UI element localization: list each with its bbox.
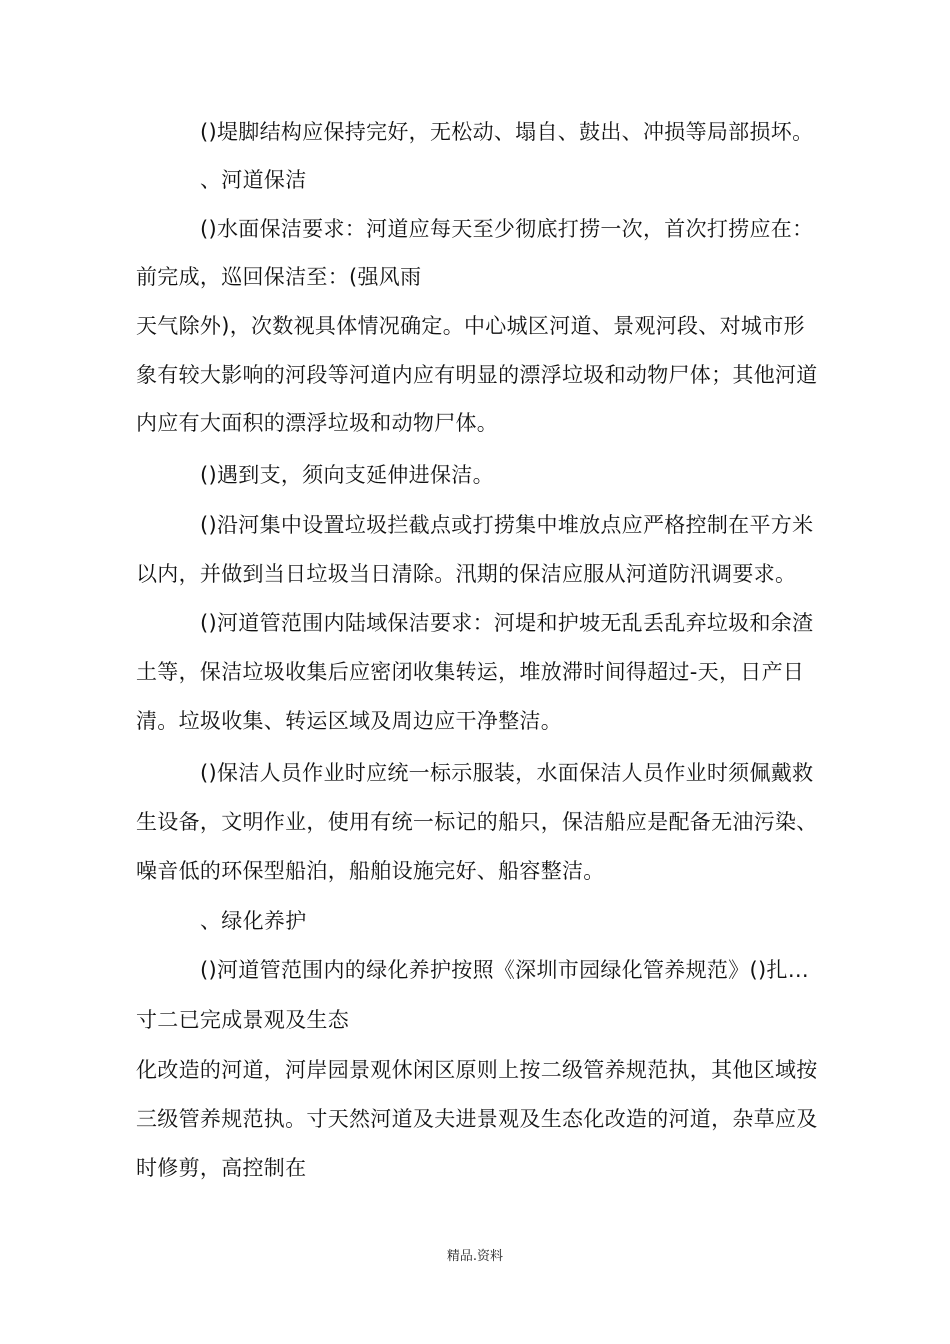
paragraph-line: ()河道管范围内的绿化养护按照《深圳市园绿化管养规范》()扎… xyxy=(200,958,810,982)
paragraph-line: 寸二已完成景观及生态 xyxy=(136,1008,349,1032)
paragraph-line: ()保洁人员作业时应统一标示服装，水面保洁人员作业时须佩戴救 xyxy=(200,761,814,785)
paragraph-line: 噪音低的环保型船泊，船舶设施完好、船容整洁。 xyxy=(136,859,605,883)
section-heading: 、河道保洁 xyxy=(200,168,307,192)
paragraph-line: ()水面保洁要求：河道应每天至少彻底打捞一次，首次打捞应在： xyxy=(200,217,814,241)
paragraph-line: 内应有大面积的漂浮垃圾和动物尸体。 xyxy=(136,411,499,435)
paragraph-line: 象有较大影响的河段等河道内应有明显的漂浮垃圾和动物尸体；其他河道 xyxy=(136,363,818,387)
paragraph-line: 化改造的河道，河岸园景观休闲区原则上按二级管养规范执，其他区域按 xyxy=(136,1058,818,1082)
paragraph-line: ()河道管范围内陆域保洁要求：河堤和护坡无乱丢乱弃垃圾和余渣 xyxy=(200,611,814,635)
paragraph-line: 时修剪，高控制在 xyxy=(136,1156,307,1180)
paragraph-line: 以内，并做到当日垃圾当日清除。汛期的保洁应服从河道防汛调要求。 xyxy=(136,562,797,586)
page-footer: 精品.资料 xyxy=(446,1249,504,1264)
paragraph-line: 生设备，文明作业，使用有统一标记的船只，保洁船应是配备无油污染、 xyxy=(136,810,818,834)
paragraph-line: ()遇到支，须向支延伸进保洁。 xyxy=(200,463,494,487)
paragraph-line: 三级管养规范执。寸天然河道及夫进景观及生态化改造的河道，杂草应及 xyxy=(136,1107,818,1131)
section-heading: 、绿化养护 xyxy=(200,909,307,933)
paragraph-line: 土等，保洁垃圾收集后应密闭收集转运，堆放滞时间得超过-天，日产日 xyxy=(136,660,805,684)
paragraph-line: ()沿河集中设置垃圾拦截点或打捞集中堆放点应严格控制在平方米 xyxy=(200,513,814,537)
paragraph-line: 天气除外)，次数视具体情况确定。中心城区河道、景观河段、对城市形 xyxy=(136,314,805,338)
paragraph-line: 前完成，巡回保洁至：(强风雨 xyxy=(136,265,422,289)
paragraph-line: ()堤脚结构应保持完好，无松动、塌自、鼓出、冲损等局部损坏。 xyxy=(200,120,814,144)
paragraph-line: 清。垃圾收集、转运区域及周边应干净整洁。 xyxy=(136,709,562,733)
